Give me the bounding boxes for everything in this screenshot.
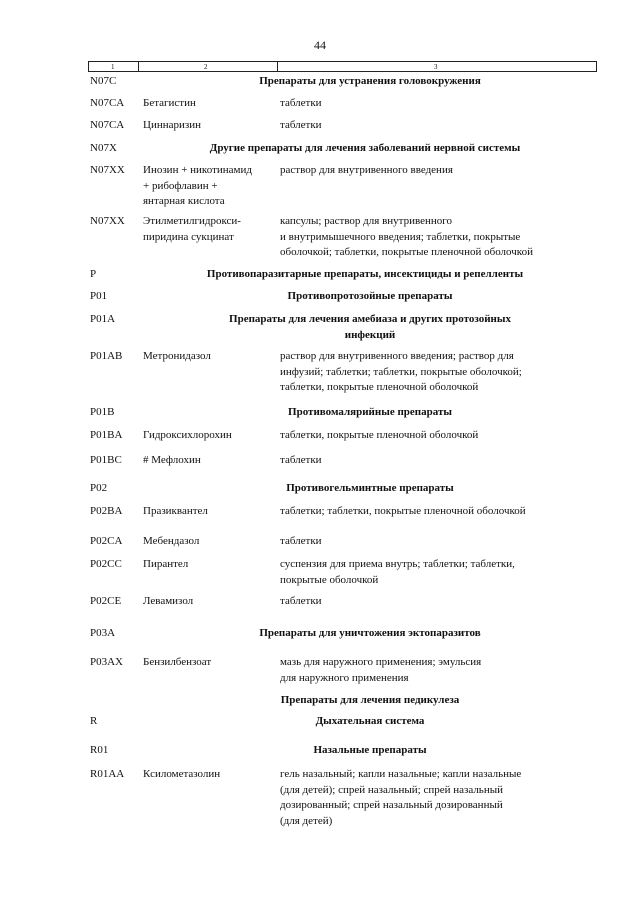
drug-name: Ксилометазолин [143, 768, 221, 780]
section-heading: Противогельминтные препараты [286, 482, 454, 494]
section-heading: Препараты для уничтожения эктопаразитов [259, 627, 481, 639]
drug-name: # Мефлохин [143, 454, 201, 466]
atc-code: P02 [90, 482, 108, 494]
atc-code: P03A [90, 627, 116, 639]
dosage-form: раствор для внутривенного введения; раствор для инфузий; таблетки; таблетки, покрытые оболочкой; таблетки, покрытые пленочной оболочкой [280, 350, 522, 393]
atc-code: N07C [90, 75, 117, 87]
atc-code: P01 [90, 290, 108, 302]
dosage-form: суспензия для приема внутрь; таблетки; таблетки, покрытые оболочкой [280, 558, 515, 586]
drug-name: Празиквантел [143, 505, 208, 517]
dosage-form: капсулы; раствор для внутривенного и внутримышечного введения; таблетки, покрытые оболочкой; таблетки, покрытые пленочной оболочкой [280, 215, 533, 258]
section-heading: Назальные препараты [313, 744, 427, 756]
dosage-form: таблетки [280, 595, 322, 607]
atc-code: R01 [90, 744, 109, 756]
atc-code: N07CA [90, 97, 125, 109]
atc-code: P01A [90, 313, 116, 325]
dosage-form: таблетки [280, 97, 322, 109]
atc-code: P01B [90, 406, 115, 418]
atc-code: P01BA [90, 429, 123, 441]
atc-code: N07CA [90, 119, 125, 131]
drug-name: Бетагистин [143, 97, 196, 109]
section-heading: Препараты для лечения амебиаза и других протозойных инфекций [229, 313, 511, 341]
page-number: 44 [314, 38, 326, 52]
column-number: 2 [204, 63, 208, 71]
dosage-form: гель назальный; капли назальные; капли назальные (для детей); спрей назальный; спрей назальный дозированный; спрей назальный дозированный (для детей) [280, 768, 522, 827]
section-heading: Противомалярийные препараты [288, 406, 452, 418]
atc-code: N07XX [90, 215, 125, 227]
atc-code: N07XX [90, 164, 125, 176]
dosage-form: таблетки [280, 535, 322, 547]
dosage-form: таблетки [280, 454, 322, 466]
dosage-form: таблетки; таблетки, покрытые пленочной оболочкой [280, 505, 526, 517]
atc-code: P02CA [90, 535, 123, 547]
drug-name: Пирантел [143, 558, 189, 570]
atc-code: P [90, 268, 97, 280]
drug-name: Инозин + никотинамид + рибофлавин + янтарная кислота [143, 164, 252, 207]
atc-code: P01AB [90, 350, 123, 362]
dosage-form: таблетки [280, 119, 322, 131]
drug-name: Бензилбензоат [143, 656, 212, 668]
atc-code: P02CE [90, 595, 122, 607]
dosage-form: раствор для внутривенного введения [280, 164, 453, 176]
section-heading: Препараты для лечения педикулеза [280, 694, 460, 706]
section-heading: Препараты для устранения головокружения [259, 75, 481, 87]
drug-name: Гидроксихлорохин [143, 429, 232, 441]
atc-code: P02CC [90, 558, 122, 570]
atc-code: R01AA [90, 768, 125, 780]
atc-code: R [90, 715, 98, 727]
column-number: 3 [434, 63, 438, 71]
drug-name: Циннаризин [143, 119, 201, 131]
section-heading: Дыхательная система [315, 715, 425, 727]
atc-code: P03AX [90, 656, 124, 668]
drug-name: Этилметилгидрокси- пиридина сукцинат [143, 215, 241, 243]
column-number: 1 [111, 63, 115, 71]
column-number-header [88, 61, 597, 72]
column-divider [277, 62, 278, 71]
drug-name: Левамизол [143, 595, 194, 607]
drug-name: Метронидазол [143, 350, 211, 362]
drug-name: Мебендазол [143, 535, 200, 547]
atc-code: P01BC [90, 454, 122, 466]
dosage-form: таблетки, покрытые пленочной оболочкой [280, 429, 479, 441]
section-heading: Противопаразитарные препараты, инсектициды и репелленты [206, 268, 524, 280]
atc-code: P02BA [90, 505, 123, 517]
section-heading: Другие препараты для лечения заболеваний нервной системы [209, 142, 521, 154]
dosage-form: мазь для наружного применения; эмульсия для наружного применения [280, 656, 482, 684]
atc-code: N07X [90, 142, 117, 154]
section-heading: Противопротозойные препараты [287, 290, 453, 302]
column-divider [138, 62, 139, 71]
